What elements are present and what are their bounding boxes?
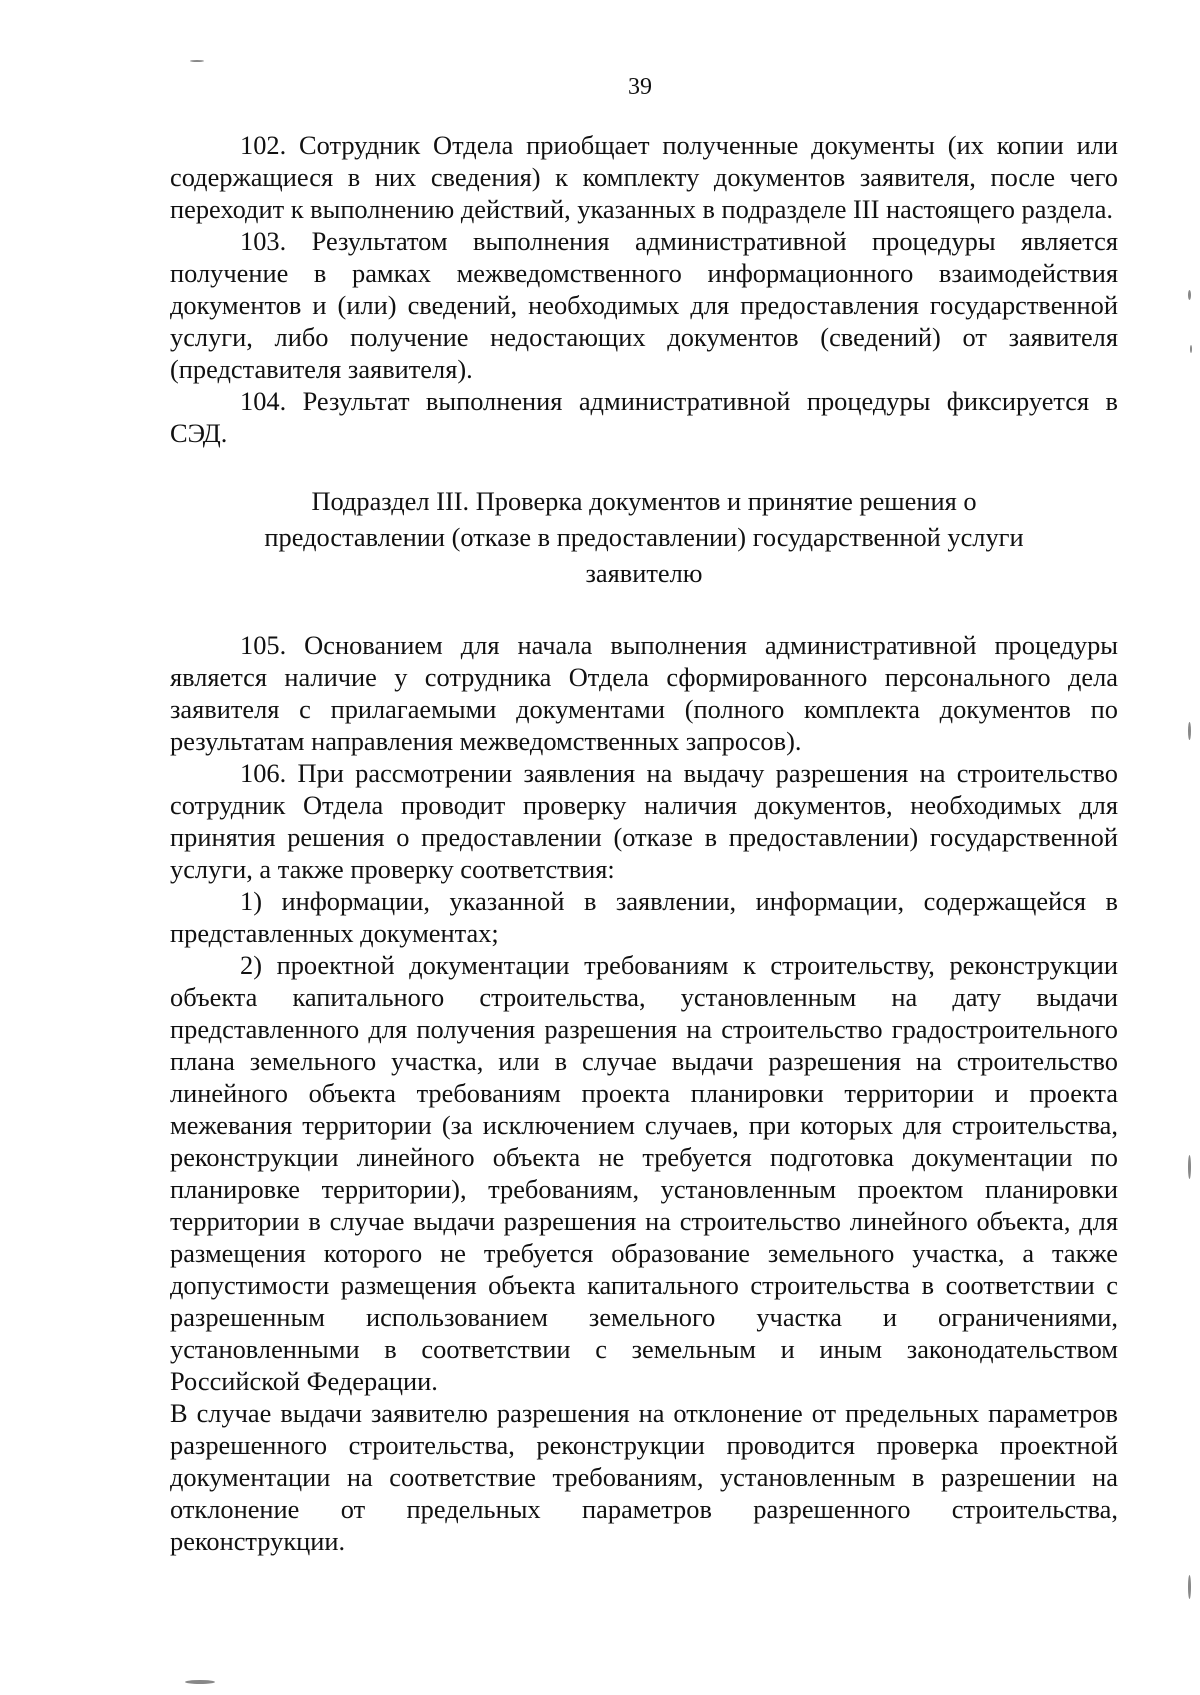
page-number: 39: [628, 74, 652, 100]
scan-speck: [185, 1680, 215, 1684]
document-body: [170, 129, 1118, 1557]
section-title-line-1: Подраздел III. Проверка документов и принятие решения о: [311, 486, 977, 516]
scan-speck: [1188, 722, 1191, 740]
paragraph-104: 104. Результат выполнения административной процедуры фиксируется в СЭД.: [170, 386, 1118, 448]
scan-speck: [1188, 1155, 1191, 1179]
section-title-line-2: предоставлении (отказе в предоставлении) государственной услуги: [264, 522, 1024, 552]
section-title: [220, 483, 1068, 591]
paragraph-106: 106. При рассмотрении заявления на выдачу разрешения на строительство сотрудник Отдела проводит проверку наличия документов, необходимых для принятия решения о предоставлении (отказе в предоставлении) государственной услуги, а также проверку соответствия:: [170, 758, 1118, 884]
scan-speck: [1188, 1575, 1191, 1599]
paragraph-105: 105. Основанием для начала выполнения административной процедуры является наличие у сотрудника Отдела сформированного персонального дела заявителя с прилагаемыми документами (полного комплекта документов по результатам направления межведомственных запросов).: [170, 630, 1118, 756]
scan-speck: [1190, 345, 1192, 353]
paragraph-102: 102. Сотрудник Отдела приобщает полученные документы (их копии или содержащиеся в них сведения) к комплекту документов заявителя, после чего переходит к выполнению действий, указанных в подразделе III настоящего раздела.: [170, 130, 1118, 224]
list-item-2: 2) проектной документации требованиям к строительству, реконструкции объекта капитального строительства, установленным на дату выдачи представленного для получения разрешения на строительство градостроительного плана земельного участка, или в случае выдачи разрешения на строительство линейного объекта требованиям проекта планировки территории и проекта межевания территории (за исключением случаев, при которых для строительства, реконструкции линейного объекта не требуется подготовка документации по планировке территории), требованиям, установленным проектом планировки территории в случае выдачи разрешения на строительство линейного объекта, для размещения которого не требуется образование земельного участка, а также допустимости размещения объекта капитального строительства в соответствии с разрешенным использованием земельного участка и ограничениями, установленными в соответствии с земельным и иным законодательством Российской Федерации.: [170, 950, 1118, 1396]
paragraph-103: 103. Результатом выполнения административной процедуры является получение в рамках межведомственного информационного взаимодействия документов и (или) сведений, необходимых для предоставления государственной услуги, либо получение недостающих документов (сведений) от заявителя (представителя заявителя).: [170, 226, 1118, 384]
scan-speck: [1188, 290, 1191, 300]
list-item-1: 1) информации, указанной в заявлении, информации, содержащейся в представленных документах;: [170, 886, 1118, 948]
scan-speck: [190, 60, 204, 62]
section-title-line-3: заявителю: [585, 558, 703, 588]
paragraph-continuation: В случае выдачи заявителю разрешения на отклонение от предельных параметров разрешенного строительства, реконструкции проводится проверка проектной документации на соответствие требованиям, установленным в разрешении на отклонение от предельных параметров разрешенного строительства, реконструкции.: [170, 1398, 1118, 1556]
